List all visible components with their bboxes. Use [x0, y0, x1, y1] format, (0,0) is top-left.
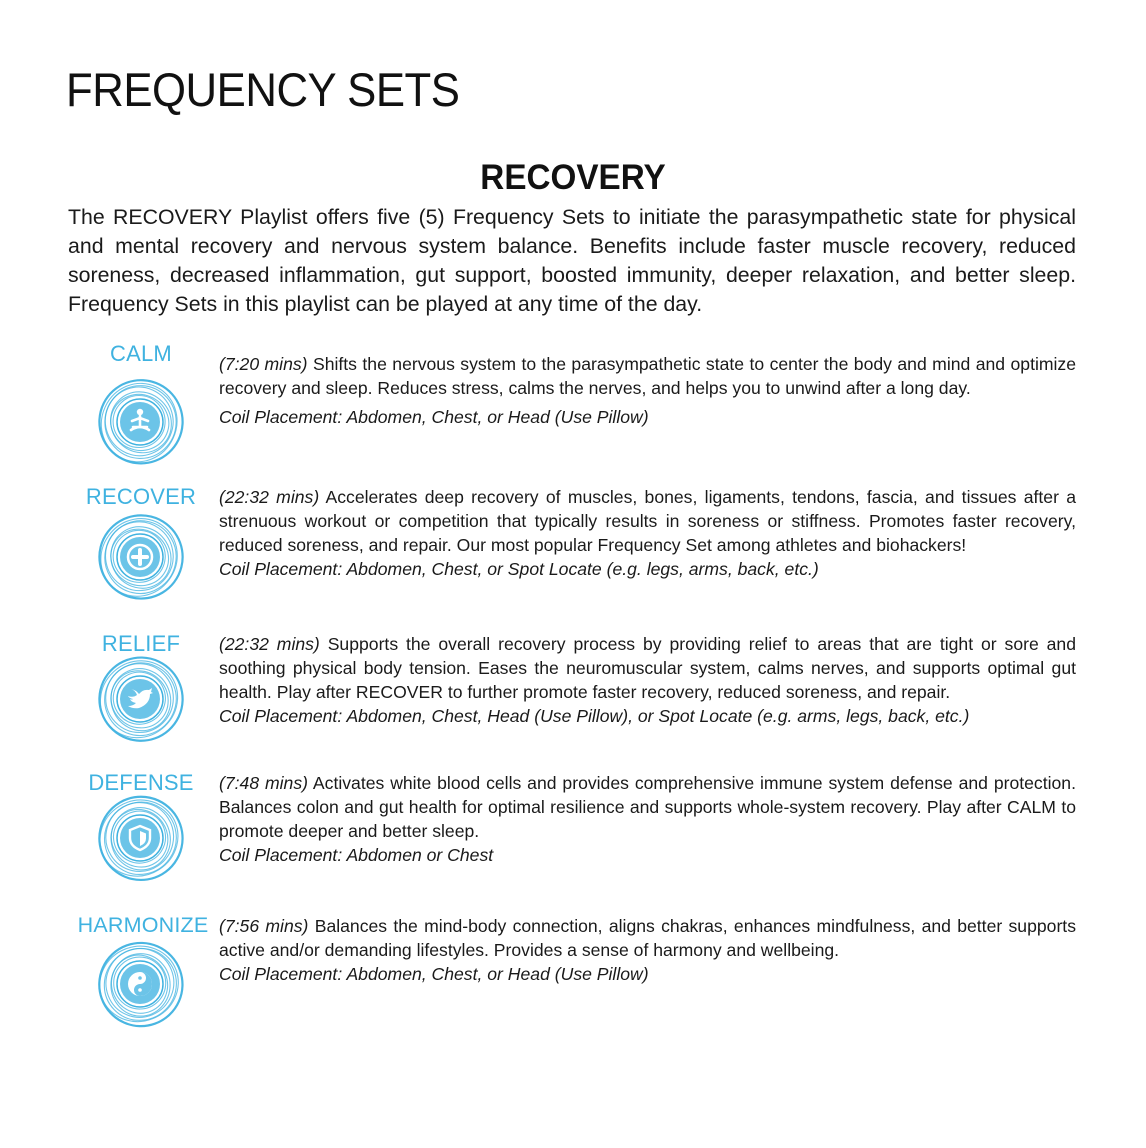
set-description — [219, 632, 1076, 728]
set-description — [219, 914, 1076, 986]
coil-placement: Coil Placement: Abdomen, Chest, or Head (Use Pillow) — [219, 407, 649, 427]
set-name: RELIEF — [101, 631, 181, 656]
set-text: Activates white blood cells and provides comprehensive immune system defense and protection. Balances colon and gut health for optimal resilience and supports whole-system recovery. Play after CALM to promote deeper and better sleep. — [219, 773, 1076, 841]
medical-cross-icon — [95, 512, 185, 602]
set-name: RECOVER — [85, 484, 197, 509]
set-name: HARMONIZE — [77, 913, 209, 937]
page-title: FREQUENCY SETS — [66, 63, 460, 116]
set-duration: (22:32 mins) — [219, 487, 320, 507]
coil-placement: Coil Placement: Abdomen or Chest — [219, 845, 494, 865]
meditation-icon — [95, 377, 185, 467]
set-description — [219, 771, 1076, 867]
shield-icon — [95, 793, 185, 883]
set-text: Accelerates deep recovery of muscles, bones, ligaments, tendons, fascia, and tissues after a strenuous workout or competition that typically results in soreness or stiffness. Promotes faster recovery, reduced soreness, and repair. Our most popular Frequency Set among athletes and biohackers! — [219, 487, 1077, 555]
set-text: Balances the mind-body connection, aligns chakras, enhances mindfulness, and better supports active and/or demanding lifestyles. Provides a sense of harmony and wellbeing. — [219, 916, 1076, 960]
intro-paragraph: The RECOVERY Playlist offers five (5) Frequency Sets to initiate the parasympathetic state for physical and mental recovery and nervous system balance. Benefits include faster muscle recovery, reduced soreness, decreased inflammation, gut support, boosted immunity, deeper relaxation, and better sleep. Frequency Sets in this playlist can be played at any time of the day. — [68, 205, 1076, 316]
set-duration: (7:56 mins) — [219, 916, 309, 936]
set-description — [219, 352, 1076, 429]
set-duration: (22:32 mins) — [219, 634, 320, 654]
set-text: Shifts the nervous system to the parasympathetic state to center the body and mind and optimize recovery and sleep. Reduces stress, calms the nerves, and helps you to unwind after a long day. — [219, 354, 1077, 398]
section-title: RECOVERY — [480, 158, 666, 197]
yin-yang-icon — [95, 939, 185, 1029]
coil-placement: Coil Placement: Abdomen, Chest, or Spot Locate (e.g. legs, arms, back, etc.) — [219, 559, 819, 579]
coil-placement: Coil Placement: Abdomen, Chest, Head (Use Pillow), or Spot Locate (e.g. arms, legs, back, etc.) — [219, 706, 970, 726]
set-duration: (7:20 mins) — [219, 354, 308, 374]
set-name: DEFENSE — [88, 770, 194, 795]
bird-icon — [95, 654, 185, 744]
set-description — [219, 485, 1076, 581]
set-text: Supports the overall recovery process by providing relief to areas that are tight or sore and soothing physical body tension. Eases the neuromuscular system, calms nerves, and supports optimal gut health. Play after RECOVER to further promote faster recovery, reduced soreness, and repair. — [219, 634, 1077, 702]
coil-placement: Coil Placement: Abdomen, Chest, or Head (Use Pillow) — [219, 964, 649, 984]
set-name: CALM — [110, 341, 172, 366]
set-duration: (7:48 mins) — [219, 773, 308, 793]
